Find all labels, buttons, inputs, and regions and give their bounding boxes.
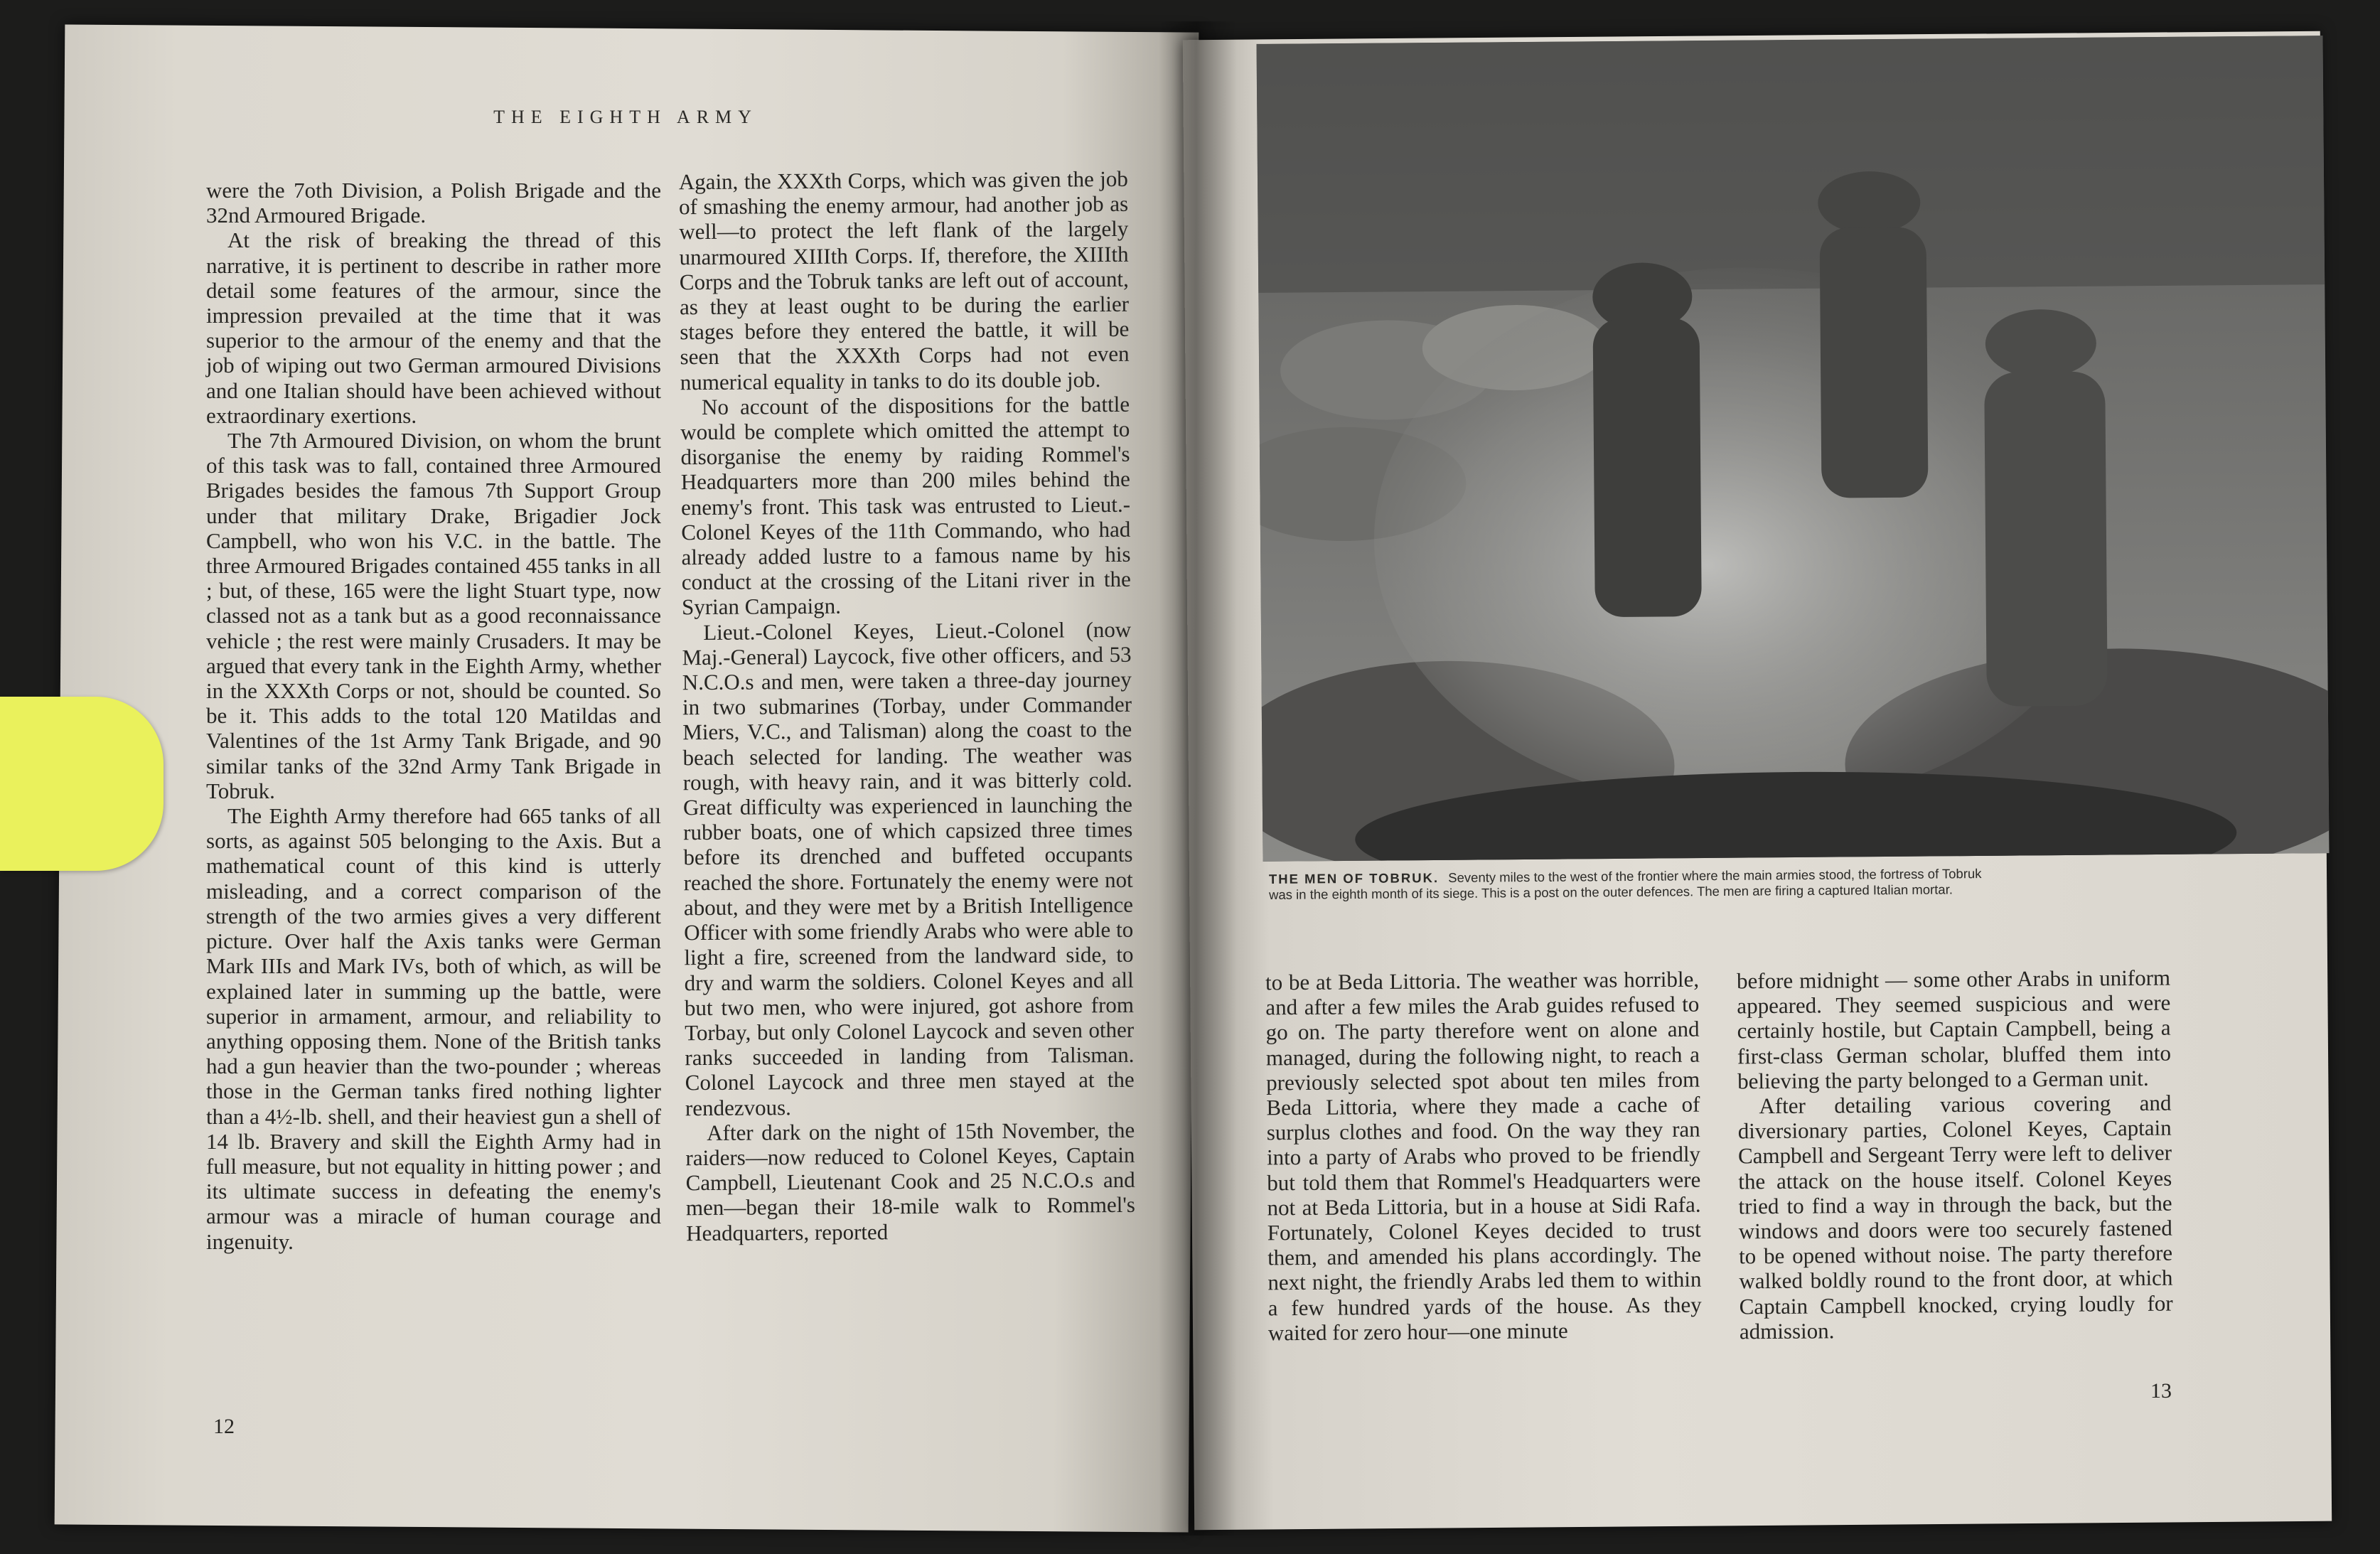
paragraph: Lieut.-Colonel Keyes, Lieut.-Colonel (now Maj.-General) Laycock, five other officers, and 53 N.C.O.s and men, were taken a three-day journey in two submarines (Torbay, under Commander Miers, V.C., and Talisman) along the coast to the beach selected for landing. The weather was rough, with heavy rain, and it was bitterly cold. Great difficulty was experienced in launching the rubber boats, one of which capsized three times before its drenched and buffeted occupants reached the shore. Fortunately the enemy were not about, and they were met by a British Intelligence Officer with some friendly Arabs who were able to light a fire, screened from the landward side, to dry and warm the soldiers. Colonel Keyes and all but two men, who were injured, got ashore from Torbay, but only Colonel Laycock and seven other ranks succeeded in landing from Talisman. Colonel Laycock and three men stayed at the rendezvous.	[682, 616, 1135, 1120]
paragraph: to be at Beda Littoria. The weather was horrible, and after a few miles the Arab guides refused to go on. The party therefore went on alone and managed, during the following night, to reach a previously selected spot about ten miles from Beda Littoria, where they made a cache of surplus clothes and food. On the way they ran into a party of Arabs who proved to be friendly but told them that Rommel's Headquarters were not at Beda Littoria, but in a house at Sidi Rafa. Fortunately, Colonel Keyes decided to trust them, and amended his plans accordingly. The next night, the friendly Arabs led them to within a few hundred yards of the house. As they waited for zero hour—one minute	[1265, 966, 1702, 1346]
paragraph: were the 7oth Division, a Polish Brigade and the 32nd Armoured Brigade.	[206, 178, 661, 228]
paragraph: No account of the dispositions for the battle would be complete which omitted the attempt to disorganise the enemy by raiding Rommel's Headquarters more than 200 miles behind the enemy's front. This task was entrusted to Lieut.-Colonel Keyes of the 11th Commando, who had already added lustre to a famous name by his conduct at the crossing of the Litani river in the Syrian Campaign.	[680, 391, 1131, 620]
tobruk-photograph	[1257, 36, 2330, 862]
paragraph: before midnight — some other Arabs in uniform appeared. They seemed suspicious and were certainly hostile, but Captain Campbell, being a first-class German scholar, bluffed them into believing the party belonged to a German unit.	[1736, 965, 2172, 1094]
left-page-column-1	[206, 178, 661, 1254]
photo-caption	[1269, 866, 1987, 903]
page-number-right: 13	[2150, 1379, 2172, 1403]
caption-text: Seventy miles to the west of the frontier where the main armies stood, the fortress of Tobruk was in the eighth month of its siege. This is a post on the outer defences. The men are firing a captured Italian mortar.	[1269, 866, 1982, 902]
page-number-left: 12	[213, 1415, 235, 1438]
paragraph: Again, the XXXth Corps, which was given the job of smashing the enemy armour, had another job as well—to protect the left flank of the largely unarmoured XIIIth Corps. If, therefore, the XIIIth Corps and the Tobruk tanks are left out of account, as they at least ought to be during the earlier stages before they entered the battle, it will be seen that the XXXth Corps had not even numerical equality in tanks to do its double job.	[678, 166, 1130, 395]
paragraph: After detailing various covering and diversionary parties, Colonel Keyes, Captain Campbell and Sergeant Terry were left to deliver the attack on the house itself. Colonel Keyes tried to find a way in through the back, but the windows and doors were too securely fastened to be opened without noise. The party therefore walked boldly round to the front door, at which Captain Campbell knocked, crying loudly for admission.	[1737, 1090, 2173, 1344]
paragraph: The Eighth Army therefore had 665 tanks of all sorts, as against 505 belonging to the Axis. But a mathematical count of this kind is utterly misleading, and a correct comparison of the strength of the two armies gives a very different picture. Over half the Axis tanks were German Mark IIIs and Mark IVs, both of which, as will be explained later in summing up the battle, were superior in armament, armour, and reliability to anything opposing them. None of the British tanks had a gun heavier than the two-pounder ; whereas those in the German tanks fired nothing lighter than a 4½-lb. shell, and their heaviest gun a shell of 14 lb. Bravery and skill the Eighth Army had in full measure, but not equality in hitting power ; and its ultimate success in defeating the enemy's armour was a miracle of human courage and ingenuity.	[206, 803, 661, 1254]
paragraph: At the risk of breaking the thread of this narrative, it is pertinent to describe in rather more detail some features of the armour, since the impression prevailed at the time that it was superior to the armour of the enemy and that the job of wiping out two German armoured Divisions and one Italian should have been achieved without extraordinary exertions.	[206, 227, 661, 428]
right-page-column-2	[1737, 965, 2173, 1344]
caption-title: THE MEN OF TOBRUK.	[1268, 870, 1440, 886]
left-page-column-2	[679, 166, 1136, 1245]
running-head: THE EIGHTH ARMY	[493, 107, 758, 127]
paragraph: The 7th Armoured Division, on whom the brunt of this task was to fall, contained three Armoured Brigades besides the famous 7th Support Group under that military Drake, Brigadier Jock Campbell, who won his V.C. in the battle. The three Armoured Brigades contained 455 tanks in all ; but, of these, 165 were the light Stuart type, now classed not as a tank but as a good reconnaissance vehicle ; the rest were mainly Crusaders. It may be argued that every tank in the Eighth Army, whether in the XXXth Corps or not, should be counted. So be it. This adds to the total 120 Matildas and Valentines of the 1st Army Tank Brigade, and 90 similar tanks of the 32nd Army Tank Brigade in Tobruk.	[206, 428, 661, 803]
right-page-column-1	[1265, 967, 1702, 1346]
book-gutter	[1159, 21, 1237, 1536]
sticky-note-tab[interactable]	[0, 697, 164, 871]
paragraph: After dark on the night of 15th November, the raiders—now reduced to Colonel Keyes, Captain Campbell, Lieutenant Cook and 25 N.C.O.s and men—began their 18-mile walk to Rommel's Headquarters, reported	[685, 1117, 1136, 1245]
